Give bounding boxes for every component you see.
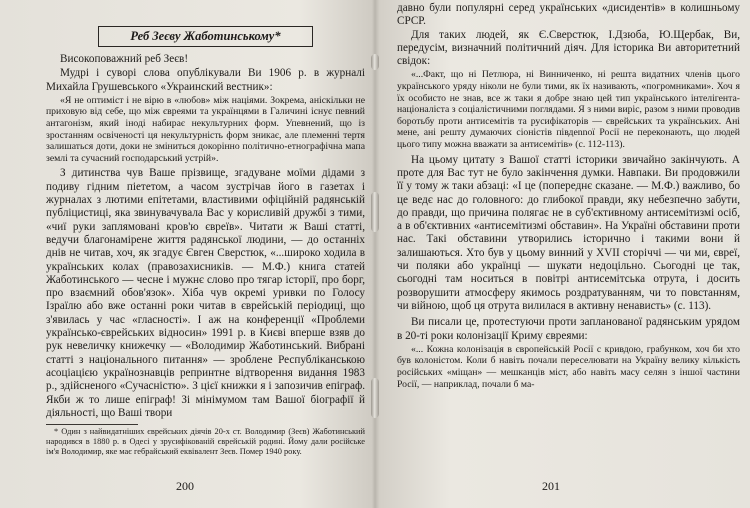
binding-stitch: [371, 192, 379, 232]
page-number-left: 200: [176, 479, 194, 493]
footnote-rule: [46, 424, 138, 425]
right-paragraph-2: На цьому цитату з Вашої статті історики звичайно закінчують. А проте для Вас тут не було закінчення думки. Навпаки. Ви продовжили її у тому ж таки абзаці: «І це (попереднє сказане. — М.Ф.) важливо, бо це ведє нас до головного: до глибокої правди, яку небезпечно забути, до правди, що причина полягає не в суб'єктивному антисемітизмі осіб, а в об'єктивних «антисемітизмі обставин». На Україні обставини проти нас. Такі обставини утворились історично і такими вони й залишаються. Хто був у цьому винний у XVII сторіччі — чи ми, євреї, чи поляки або українці — шукати недоцільно. Сьогодні це так, сьогодні там носиться в повітрі антисемітська отрута, і досить розворушити атмосферу якимось роздратуванням, чи то повстанням, чи війною, щоб ця отрута вилилася в активну ненависть» (с. 113).: [397, 153, 740, 312]
right-page: [375, 0, 750, 508]
salutation: Високоповажний реб Зеєв!: [60, 53, 189, 65]
right-paragraph-3: Ви писали це, протестуючи проти запланованої радянським урядом в 20-ті роки колонізації Криму євреями:: [397, 316, 740, 342]
binding-stitch: [371, 378, 379, 418]
right-quote-1: «...Факт, що ні Петлюра, ні Винниченко, ні решта видатних членів цього українського уряду ніколи не були тими, як їх називають, «погромниками». Хоч я їх особисто не знав, все ж таки я добре знаю цей тип українського інтелігента-націоналіста з соціалістичними поглядами. Я з ними виріс, разом з ними проводив боротьбу проти антисемітів та русифікаторів — єврейських та українських. Ані мене, ані решту думаючих сіоністів півдennoї Росії не переконають, що людей цього типу можна вважати за антисемітів» (с. 112-113).: [397, 69, 740, 151]
right-paragraph-1: Для таких людей, як Є.Сверстюк, І.Дзюба, Ю.Щербак, Ви, передусім, визначний політичний діяч. Для історика Ви авторитетний свідок:: [397, 28, 740, 68]
right-paragraph-0: давно були популярні серед українських «дисидентів» в колишньому СРСР.: [397, 2, 740, 28]
footnote: * Один з найвидатніших єврейських діячів 20-х ст. Володимир (Зеєв) Жаботинський народився в 1880 р. в Одесі у зрусифікованій єврейській родині. Йому дали російське ім'я Володимир, яке має гебрайський еквівалент Зеєв. Помер 1940 року.: [46, 427, 365, 457]
binding-stitch: [371, 54, 379, 70]
page-number-right: 201: [542, 479, 560, 493]
left-paragraph-1: Мудрі і суворі слова опублікували Ви 1906 р. в журналі Михайла Грушевського «Украинский вестник»:: [46, 67, 365, 93]
left-paragraph-2: З дитинства чув Ваше прізвище, згадуване моїми дідами з подиву гідним піететом, а часом зустрічав його в газетах і журналах з лютими епітетами, властивими офіційній радянській публіцистиці, яка звинувачувала Вас у корисливій дружбі з тими, «чиї руки заплямовані кров'ю євреїв». Читати ж Ваші статті, ведучи благонамірене життя радянської людини, — до останніх днів не читав, хоч, як згадує Євген Сверстюк, «...широко ходила в українських колах (правозахисників. — М.Ф.) книга статей Жаботинського — чесне і мужнє слово про тягар історії, про борг, про взаємний обов'язок». Хіба чув окремі уривки по Голосу Ізраїлю або вже останні роки читав в єврейській періодиці, що з'явилась у час «гласності». І аж на конференції «Проблеми українсько-єврейських відносин» 1991 р. в Києві вперше взяв до рук невеличку книжечку — «Володимир Жаботинський. Вибрані статті з національного питання» — зроблене Республіканською асоціацією українознавців репринтне відтворення видання 1983 р., здійсненого «Сучасністю». З цієї книжки я і запозичив епіграф. Якби ж то лише епіграф! Зі мінімумом там Вашої біографії й діяльності, що Ваші твори: [46, 167, 365, 419]
right-quote-2: «... Кожна колонізація в європейській Росії с кривдою, грабунком, хоч би хто був колоністом. Коли б навіть почали переселювати на Україну велику кількість російських «міщан» — мешканців міст, або навіть масу селян з іншої частини Росії, — наприклад, почали б ма-: [397, 343, 740, 390]
left-quote-1: «Я не оптиміст і не вірю в «любов» між націями. Зокрема, аніскільки не приховую від себе, що між євреями та українцями в Галичині існує певний антагонізм, який іноді набирає некультурних форм. Упевнений, що із зростанням освіченості ця некультурність форм зникає, але племенні тертя залишаться доти, доки не зміниться докорінно політично-етнографічна мапа землі та сучасний господарський устрій».: [46, 94, 365, 164]
chapter-title: Реб Зеєву Жаботинському*: [98, 26, 313, 47]
